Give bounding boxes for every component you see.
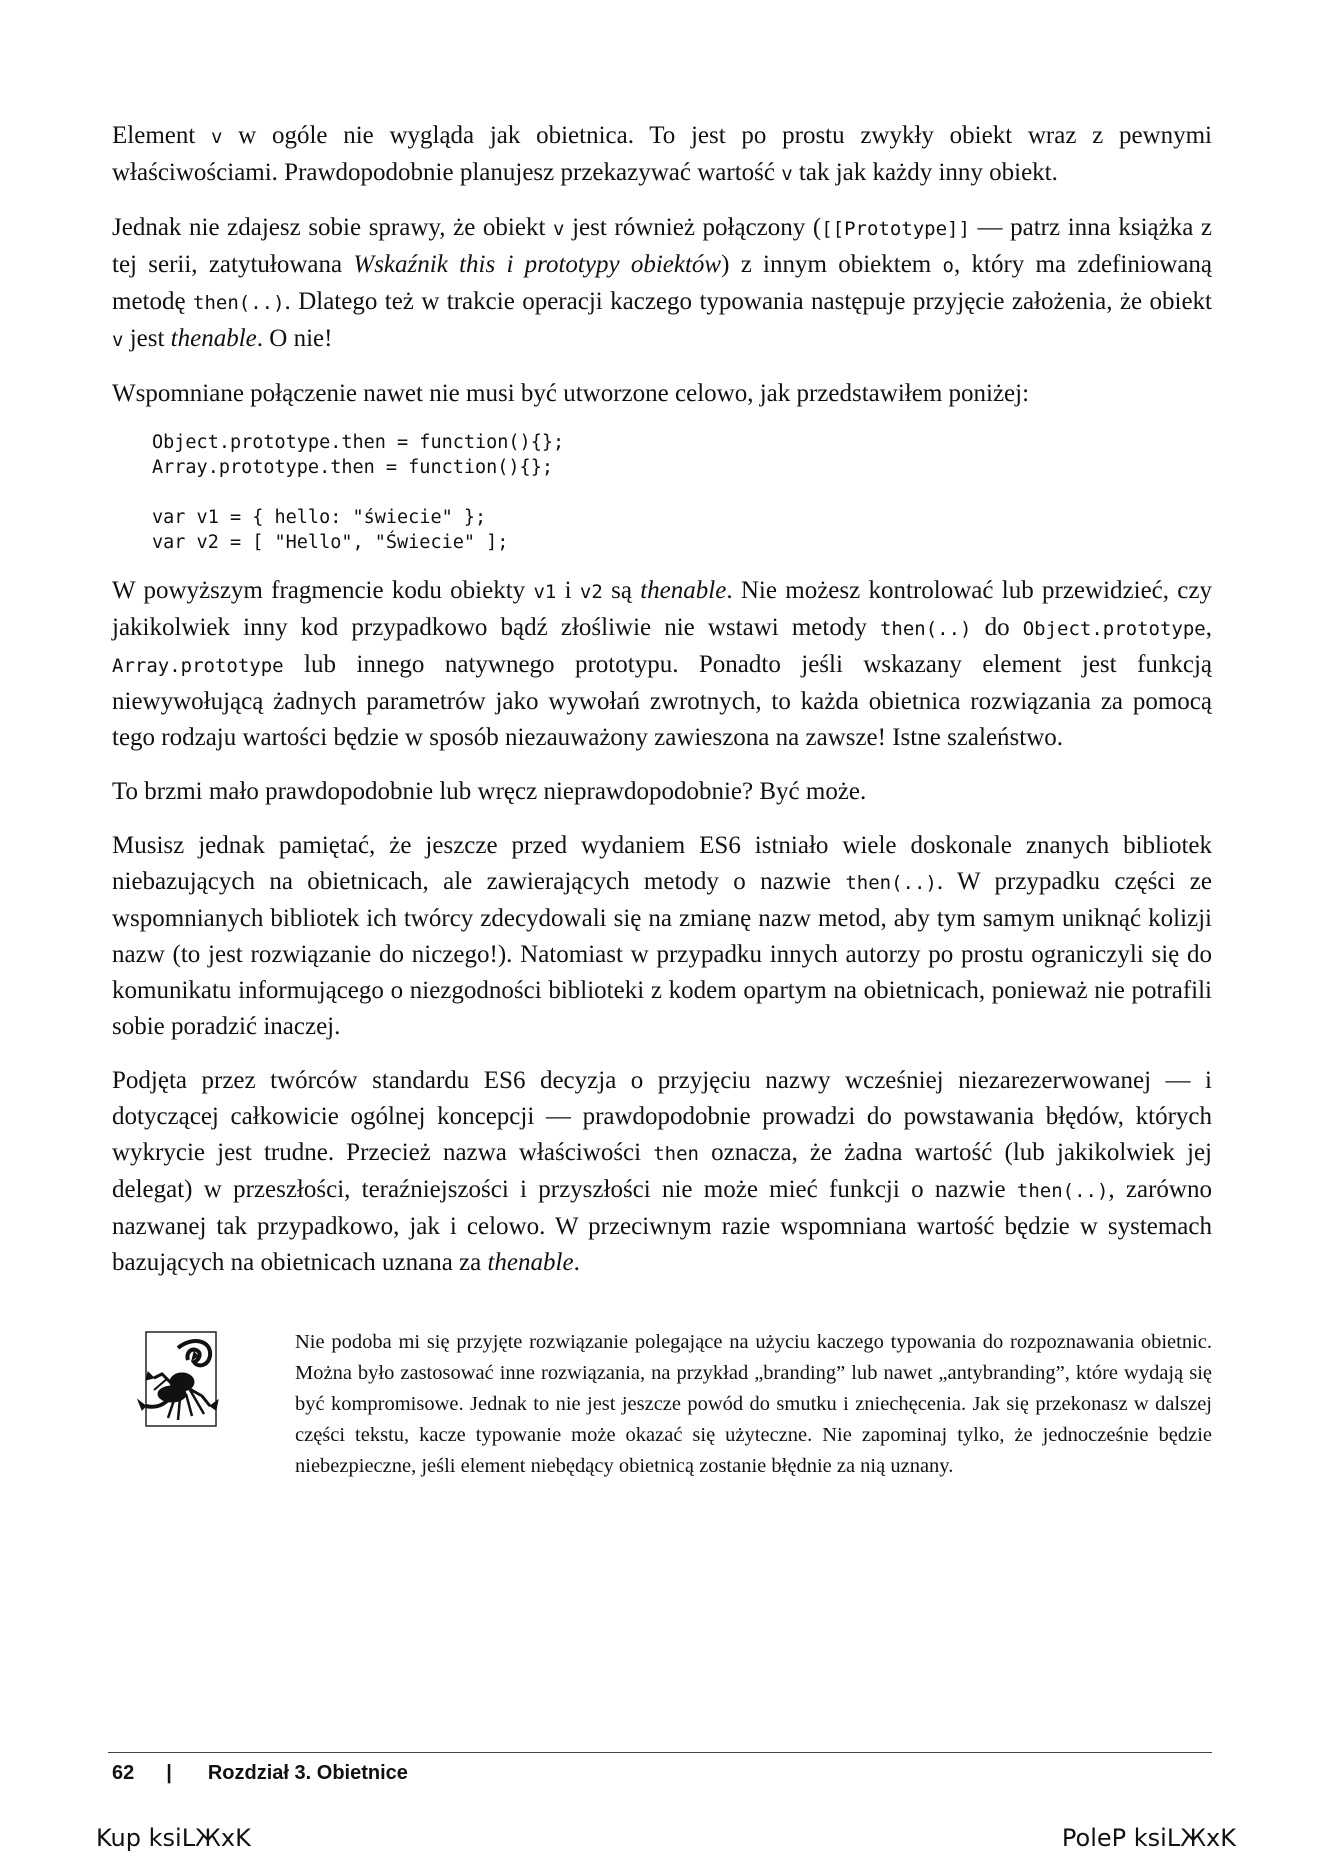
body-text (112, 118, 1212, 1299)
text-run: . (573, 1249, 580, 1276)
code-line (152, 480, 1212, 505)
code-line: Array.prototype.then = function(){}; (152, 457, 553, 478)
text-run: do (971, 614, 1023, 641)
footer-separator: | (166, 1762, 172, 1784)
inline-code: Object.prototype (1022, 618, 1206, 640)
inline-code: v (781, 163, 793, 185)
text-run: W powyższym fragmencie kodu obiekty (112, 577, 534, 604)
paragraph (112, 774, 1212, 810)
note-text: Nie podoba mi się przyjęte rozwiązanie polegające na użyciu kaczego typowania do rozpoznawania obietnic. Można było zastosować inne rozwiązania, na przykład „branding” lub nawet „antybranding”, które wydają się być kompromisowe. Jednak to nie jest jeszcze powód do smutku i zniechęcenia. Jak się przekonasz w dalszej części tekstu, kacze typowanie może okazać się użyteczne. Nie zapominaj tylko, że jednocześnie będzie niebezpieczne, jeśli element niebędący obietnicą zostanie błędnie za nią uznany. (295, 1331, 1212, 1477)
code-listing (152, 430, 1212, 555)
text-run: są (602, 577, 641, 604)
text-run: jest również połączony ( (564, 214, 822, 241)
text-run: Jednak nie zdajesz sobie sprawy, że obiekt (112, 214, 554, 241)
text-run: . O nie! (256, 325, 333, 352)
inline-code: Array.prototype (112, 655, 284, 677)
paragraph (112, 573, 1212, 756)
code-line: var v2 = [ "Hello", "Świecie" ]; (152, 532, 509, 553)
emphasis-text: thenable (170, 325, 257, 352)
paragraph-group-2 (112, 573, 1212, 1281)
text-run: ) z innym obiektem (721, 251, 943, 278)
inline-code: v (112, 329, 124, 351)
inline-code: v2 (579, 581, 603, 603)
recommend-book-link[interactable]: PoleP ksiLЖxK (1061, 1824, 1236, 1852)
text-run: , (1205, 614, 1212, 641)
inline-code: then(..) (1016, 1180, 1109, 1202)
footer-rule (108, 1752, 1212, 1753)
emphasis-text: thenable (640, 577, 727, 604)
code-line: Object.prototype.then = function(){}; (152, 432, 565, 453)
text-run: tak jak każdy inny obiekt. (792, 159, 1058, 186)
text-run: , zarówno nazwanej tak przypadkowo, jak i celowo. W przeciwnym razie wspomniana wartość będzie w systemach bazujących na obietnicach uznana za (112, 1176, 1212, 1276)
paragraph (112, 118, 1212, 192)
paragraph (112, 1063, 1212, 1281)
text-run: i (556, 577, 580, 604)
inline-code: v (211, 126, 223, 148)
text-run: , który ma zdefiniowaną metodę (112, 251, 1213, 315)
text-run: lub innego natywnego prototypu. Ponadto jeśli wskazany element jest funkcją niewywołującą żadnych parametrów jako wywołań zwrotnych, to każda obietnica rozwiązania za pomocą tego rodzaju wartości będzie w sposób niezauważony zawieszona na zawsze! Istne szaleństwo. (112, 651, 1212, 751)
inline-code: then (653, 1143, 699, 1165)
text-run: w ogóle nie wygląda jak obietnica. To jest po prostu zwykły obiekt wraz z pewnymi właściwościami. Prawdopodobnie planujesz przekazywać wartość (112, 122, 1212, 186)
inline-code: [[Prototype]] (821, 218, 970, 240)
emphasis-text: thenable (487, 1249, 574, 1276)
inline-code: then(..) (193, 292, 285, 314)
text-run: To brzmi mało prawdopodobnie lub wręcz nieprawdopodobnie? Być może. (112, 778, 867, 805)
inline-code: v (553, 218, 565, 240)
text-run: oznacza, że żadna wartość (lub jakikolwiek jej delegat) w przeszłości, teraźniejszości i przyszłości nie może mieć funkcji o nazwie (112, 1139, 1213, 1203)
page-number: 62 (112, 1762, 135, 1784)
code-line: var v1 = { hello: "świecie" }; (152, 507, 487, 528)
inline-code: then(..) (845, 872, 937, 894)
paragraph-group-1 (112, 118, 1212, 412)
text-run: . Nie możesz kontrolować lub przewidzieć, czy jakikolwiek inny kod przypadkowo bądź złośliwie nie wstawi metody (112, 577, 1213, 641)
text-run: Podjęta przez twórców standardu ES6 decyzja o przyjęciu nazwy wcześniej niezarezerwowanej — i dotyczącej całkowicie ogólnej koncepcji — prawdopodobnie prowadzi do powstawania błędów, których wykrycie jest trudne. Przecież nazwa właściwości (112, 1067, 1212, 1166)
emphasis-text: Wskaźnik this i prototypy obiektów (353, 251, 722, 278)
page-footer (112, 1762, 408, 1785)
text-run: jest (123, 325, 171, 352)
inline-code: then(..) (879, 618, 972, 640)
text-run: — patrz inna książka z tej serii, zatytułowana (112, 214, 1212, 278)
text-run: Wspomniane połączenie nawet nie musi być utworzone celowo, jak przedstawiłem poniżej: (112, 380, 1030, 407)
scorpion-icon (132, 1330, 228, 1430)
inline-code: v1 (533, 581, 557, 603)
text-run: Musisz jednak pamiętać, że jeszcze przed wydaniem ES6 istniało wiele doskonale znanych bibliotek niebazujących na obietnicach, ale zawierających metody o nazwie (112, 832, 1212, 895)
text-run: . W przypadku części ze wspomnianych bibliotek ich twórcy zdecydowali się na zmianę nazw metod, aby tym samym uniknąć kolizji nazw (to jest rozwiązanie do niczego!). Natomiast w przypadku innych autorzy po prostu ograniczyli się do komunikatu informującego o niezgodności biblioteki z kodem opartym na obietnicach, ponieważ nie potrafili sobie poradzić inaczej. (112, 868, 1212, 1040)
paragraph (112, 828, 1212, 1045)
text-run: Element (112, 122, 212, 149)
paragraph (112, 376, 1212, 412)
text-run: . Dlatego też w trakcie operacji kaczego typowania następuje przyjęcie założenia, że obiekt (284, 288, 1212, 315)
buy-book-link[interactable]: Kup ksiLЖxK (96, 1824, 251, 1852)
paragraph (112, 210, 1212, 358)
inline-code: o (942, 255, 954, 277)
chapter-title: Rozdział 3. Obietnice (207, 1762, 408, 1784)
